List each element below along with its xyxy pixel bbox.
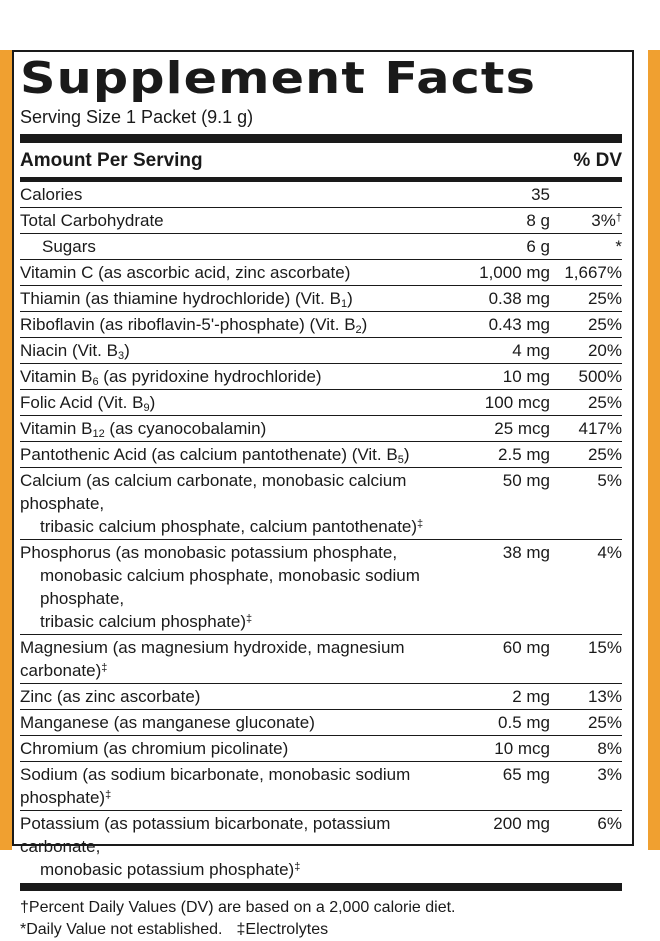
nutrient-amount: 0.38 mg <box>488 289 550 308</box>
nutrient-dv: 25% <box>587 445 622 464</box>
nutrient-row <box>20 762 622 811</box>
nutrient-name: Magnesium (as magnesium hydroxide, magnesium carbonate)‡ <box>20 638 405 680</box>
nutrient-row <box>20 234 622 260</box>
footnote-dv: †Percent Daily Values (DV) are based on a 2,000 calorie diet. <box>20 899 456 916</box>
supplement-facts-panel <box>12 50 634 938</box>
nutrient-dv: 25% <box>587 393 622 412</box>
nutrient-name: Niacin (Vit. $B_3$) <box>20 341 130 362</box>
nutrient-dv: 25% <box>587 289 622 308</box>
nutrient-name: Total Carbohydrate <box>20 211 164 230</box>
nutrient-amount: 60 mg <box>502 638 550 657</box>
nutrient-name: Sodium (as sodium bicarbonate, monobasic sodium phosphate)‡ <box>20 765 411 807</box>
footnote-line-2 <box>20 919 622 941</box>
nutrient-row <box>20 338 622 364</box>
nutrient-dv: 13% <box>587 687 622 706</box>
footnote-electrolytes: ‡Electrolytes <box>236 921 329 938</box>
nutrient-name: Chromium (as chromium picolinate) <box>20 739 289 758</box>
nutrient-name: Riboflavin (as riboflavin-5'-phosphate) (Vit. $B_2$) <box>20 315 368 336</box>
nutrient-dv: 3% <box>597 765 622 784</box>
nutrient-dv: 500% <box>578 367 622 386</box>
nutrient-amount: 8 g <box>526 211 550 230</box>
nutrient-row <box>20 736 622 762</box>
nutrient-amount: 50 mg <box>502 471 550 490</box>
nutrient-amount: 200 mg <box>493 814 550 833</box>
nutrient-row <box>20 442 622 468</box>
nutrient-dv: 8% <box>597 739 622 758</box>
nutrient-amount: 10 mg <box>502 367 550 386</box>
divider-thick <box>20 134 622 143</box>
nutrient-name: Vitamin C (as ascorbic acid, zinc ascorbate) <box>20 263 351 282</box>
nutrient-row <box>20 390 622 416</box>
nutrient-row <box>20 811 622 882</box>
nutrient-name: Calories <box>20 185 83 204</box>
panel-title: Supplement Facts <box>20 53 537 104</box>
nutrient-row <box>20 710 622 736</box>
nutrient-name: Sugars <box>42 237 96 256</box>
nutrient-dv: 4% <box>597 543 622 562</box>
nutrient-dv: 5% <box>597 471 622 490</box>
nutrient-dv: 25% <box>587 713 622 732</box>
packaging-edge-right <box>648 50 660 850</box>
footnote-not-established: *Daily Value not established. <box>20 921 223 938</box>
nutrient-row <box>20 182 622 208</box>
nutrient-table <box>20 182 622 882</box>
nutrient-dv: 417% <box>578 419 622 438</box>
nutrient-dv: 3%† <box>591 211 622 230</box>
nutrient-name: Pantothenic Acid (as calcium pantothenate) (Vit. $B_5$) <box>20 445 410 466</box>
nutrient-name: Thiamin (as thiamine hydrochloride) (Vit. $B_1$) <box>20 289 353 310</box>
nutrient-amount: 2.5 mg <box>498 445 550 464</box>
nutrient-row <box>20 684 622 710</box>
nutrient-name: Manganese (as manganese gluconate) <box>20 713 315 732</box>
nutrient-amount: 100 mcg <box>484 393 550 412</box>
nutrient-dv: 25% <box>587 315 622 334</box>
nutrient-row <box>20 540 622 635</box>
amount-per-serving-label: Amount Per Serving <box>20 150 203 171</box>
nutrient-amount: 4 mg <box>512 341 550 360</box>
nutrient-row <box>20 416 622 442</box>
nutrient-amount: 1,000 mg <box>479 263 550 282</box>
nutrient-amount: 38 mg <box>502 543 550 562</box>
nutrient-dv: 1,667% <box>564 263 622 282</box>
nutrient-name: Vitamin $B_6$ (as pyridoxine hydrochloride) <box>20 367 322 388</box>
nutrient-amount: 25 mcg <box>494 419 550 438</box>
nutrient-amount: 0.43 mg <box>488 315 550 334</box>
nutrient-dv: 15% <box>587 638 622 657</box>
packaging-edge-left <box>0 50 12 850</box>
nutrient-name: Calcium (as calcium carbonate, monobasic calcium phosphate, tribasic calcium phosphate, calcium pantothenate)‡ <box>20 471 424 536</box>
table-header <box>20 143 622 177</box>
dv-label: % DV <box>573 150 622 171</box>
nutrient-dv: 20% <box>587 341 622 360</box>
nutrient-amount: 65 mg <box>502 765 550 784</box>
nutrient-dv: * <box>615 237 622 256</box>
nutrient-row <box>20 312 622 338</box>
nutrient-amount: 35 <box>531 185 550 204</box>
nutrient-name: Folic Acid (Vit. $B_9$) <box>20 393 156 414</box>
nutrient-name: Potassium (as potassium bicarbonate, potassium carbonate, monobasic potassium phosphate)‡ <box>20 814 391 879</box>
divider-bottom <box>20 883 622 891</box>
nutrient-amount: 6 g <box>526 237 550 256</box>
nutrient-row <box>20 260 622 286</box>
nutrient-name: Zinc (as zinc ascorbate) <box>20 687 201 706</box>
nutrient-dv: 6% <box>597 814 622 833</box>
nutrient-dv <box>550 183 622 206</box>
nutrient-amount: 10 mcg <box>494 739 550 758</box>
serving-size: Serving Size 1 Packet (9.1 g) <box>20 107 254 127</box>
nutrient-row <box>20 286 622 312</box>
nutrient-row <box>20 364 622 390</box>
nutrient-amount: 0.5 mg <box>498 713 550 732</box>
nutrient-amount: 2 mg <box>512 687 550 706</box>
nutrient-row <box>20 468 622 540</box>
nutrient-name: Vitamin $B_{12}$ (as cyanocobalamin) <box>20 419 267 440</box>
nutrient-row <box>20 635 622 684</box>
nutrient-row <box>20 208 622 234</box>
nutrient-name: Phosphorus (as monobasic potassium phosphate, monobasic calcium phosphate, monobasic sodium phosphate, tribasic calcium phosphate)‡ <box>20 543 420 631</box>
